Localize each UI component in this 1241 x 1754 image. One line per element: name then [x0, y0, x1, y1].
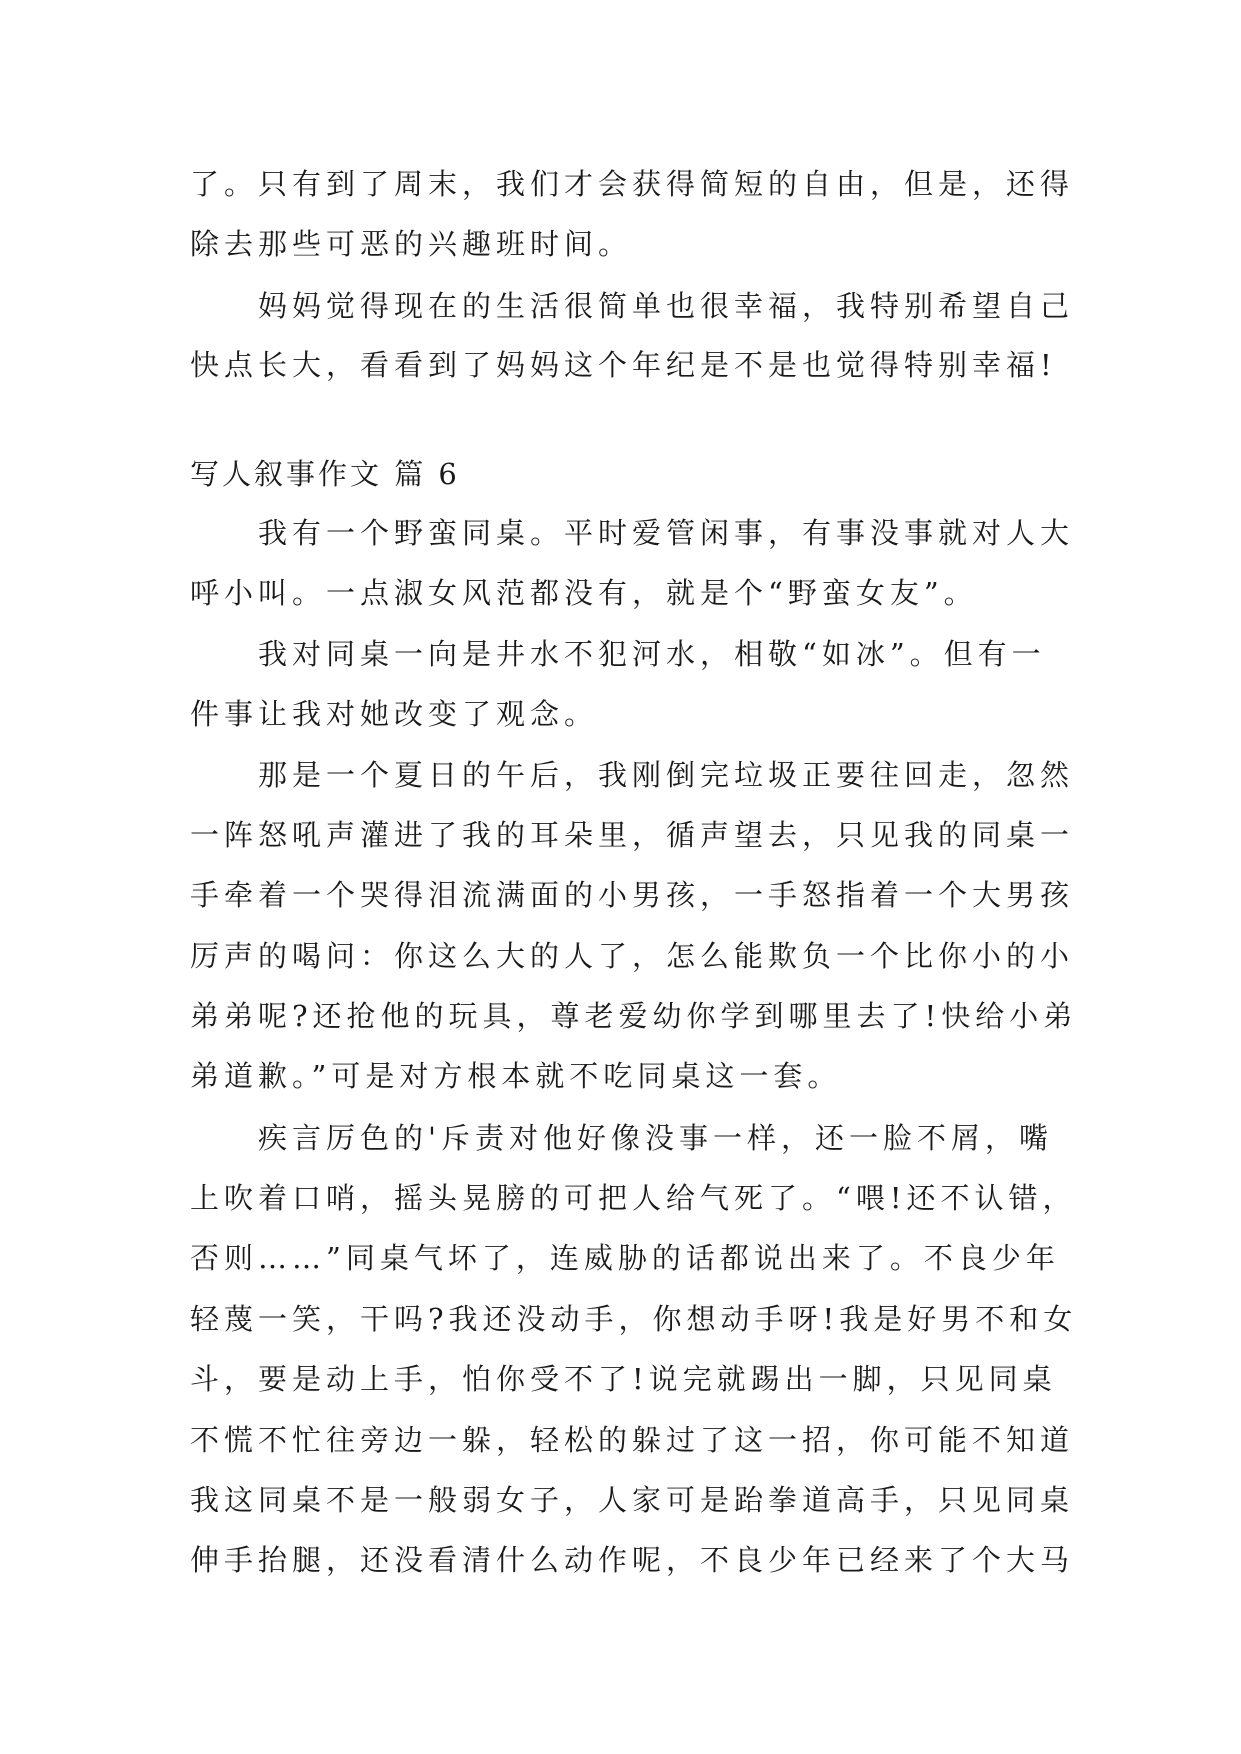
text-line: 伸手抬腿，还没看清什么动作呢，不良少年已经来了个大马 [190, 1543, 1075, 1577]
text-line: 呼小叫。一点淑女风范都没有，就是个“野蛮女友”。 [190, 576, 978, 610]
paragraph-start: 我有一个野蛮同桌。平时爱管闲事，有事没事就对人大 [258, 516, 1075, 550]
text-line: 上吹着口哨，摇头晃膀的可把人给气死了。“喂!还不认错， [190, 1181, 1077, 1215]
text-line: 否则……”同桌气坏了，连威胁的话都说出来了。不良少年 [190, 1241, 1060, 1275]
paragraph-start: 我对同桌一向是井水不犯河水，相敬“如冰”。但有一 [258, 637, 1046, 671]
text-line: 我这同桌不是一般弱女子，人家可是跆拳道高手，只见同桌 [190, 1483, 1075, 1517]
text-line: 了。只有到了周末，我们才会获得简短的自由，但是，还得 [190, 167, 1075, 201]
text-line: 斗，要是动上手，怕你受不了!说完就踢出一脚，只见同桌 [190, 1362, 1057, 1396]
text-line: 除去那些可恶的兴趣班时间。 [190, 227, 633, 261]
paragraph-start: 妈妈觉得现在的生活很简单也很幸福，我特别希望自己 [258, 289, 1075, 323]
text-line: 轻蔑一笑，干吗?我还没动手，你想动手呀!我是好男不和女 [190, 1302, 1078, 1336]
text-line: 件事让我对她改变了观念。 [190, 697, 599, 731]
text-line: 快点长大，看看到了妈妈这个年纪是不是也觉得特别幸福! [190, 348, 1057, 382]
paragraph-start: 那是一个夏日的午后，我刚倒完垃圾正要往回走，忽然 [258, 758, 1075, 792]
section-title: 写人叙事作文 篇 6 [190, 457, 460, 491]
text-line: 厉声的喝问：你这么大的人了，怎么能欺负一个比你小的小 [190, 939, 1075, 973]
text-line: 弟弟呢?还抢他的玩具，尊老爱幼你学到哪里去了!快给小弟 [190, 999, 1078, 1033]
text-line: 一阵怒吼声灌进了我的耳朵里，循声望去，只见我的同桌一 [190, 818, 1075, 852]
text-line: 手牵着一个哭得泪流满面的小男孩，一手怒指着一个大男孩 [190, 878, 1075, 912]
paragraph-start: 疾言厉色的'斥责对他好像没事一样，还一脸不屑，嘴 [258, 1121, 1053, 1155]
text-line: 弟道歉。”可是对方根本就不吃同桌这一套。 [190, 1059, 842, 1093]
text-line: 不慌不忙往旁边一躲，轻松的躲过了这一招，你可能不知道 [190, 1423, 1075, 1457]
